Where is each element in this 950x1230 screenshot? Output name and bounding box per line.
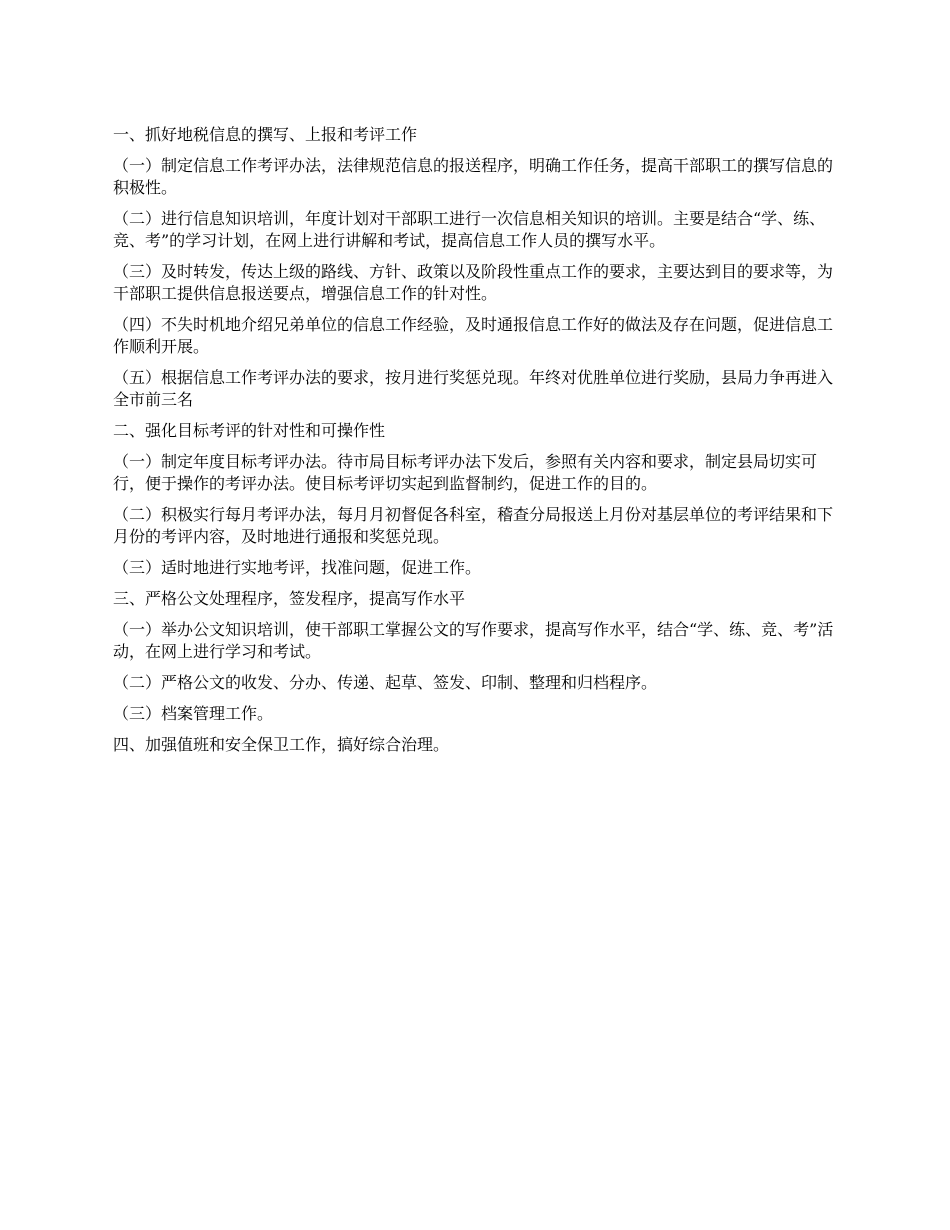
section-heading-2: 二、强化目标考评的针对性和可操作性	[113, 421, 386, 440]
paragraph-1-2: （二）进行信息知识培训，年度计划对干部职工进行一次信息相关知识的培训。主要是结合“学、练、竞、考”的学习计划，在网上进行讲解和考试，提高信息工作人员的撰写水平。	[113, 209, 826, 250]
document-body	[113, 124, 841, 765]
paragraph-2-3: （三）适时地进行实地考评，找准问题，促进工作。	[113, 558, 482, 577]
paragraph-3-3: （三）档案管理工作。	[113, 704, 274, 723]
section-heading-3: 三、严格公文处理程序，签发程序，提高写作水平	[113, 589, 466, 608]
paragraph-3-1: （一）举办公文知识培训，使干部职工掌握公文的写作要求，提高写作水平，结合“学、练、竞、考”活动，在网上进行学习和考试。	[113, 620, 834, 661]
paragraph-1-3: （三）及时转发，传达上级的路线、方针、政策以及阶段性重点工作的要求，主要达到目的要求等，为干部职工提供信息报送要点，增强信息工作的针对性。	[113, 262, 834, 303]
section-heading-1: 一、抓好地税信息的撰写、上报和考评工作	[113, 125, 418, 144]
paragraph-1-4: （四）不失时机地介绍兄弟单位的信息工作经验，及时通报信息工作好的做法及存在问题，促进信息工作顺利开展。	[113, 315, 834, 356]
section-heading-4: 四、加强值班和安全保卫工作，搞好综合治理。	[113, 735, 450, 754]
paragraph-1-1: （一）制定信息工作考评办法，法律规范信息的报送程序，明确工作任务，提高干部职工的撰写信息的积极性。	[113, 156, 834, 197]
paragraph-2-1: （一）制定年度目标考评办法。待市局目标考评办法下发后，参照有关内容和要求，制定县局切实可行，便于操作的考评办法。使目标考评切实起到监督制约，促进工作的目的。	[113, 452, 818, 493]
paragraph-3-2: （二）严格公文的收发、分办、传递、起草、签发、印制、整理和归档程序。	[113, 673, 658, 692]
paragraph-1-5: （五）根据信息工作考评办法的要求，按月进行奖惩兑现。年终对优胜单位进行奖励，县局力争再进入全市前三名	[113, 368, 834, 409]
paragraph-2-2: （二）积极实行每月考评办法，每月月初督促各科室，稽查分局报送上月份对基层单位的考评结果和下月份的考评内容，及时地进行通报和奖惩兑现。	[113, 505, 834, 546]
